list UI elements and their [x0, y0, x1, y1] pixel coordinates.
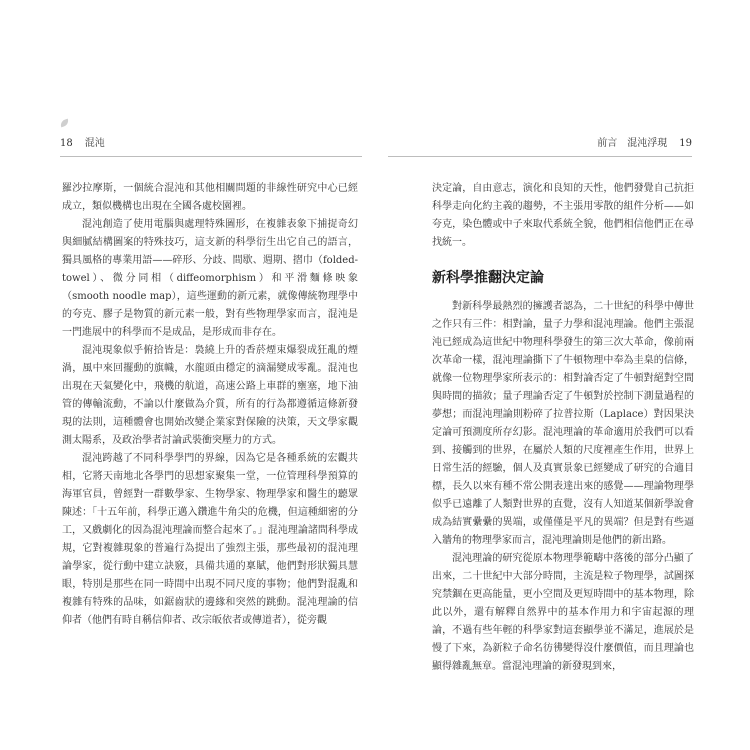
right-header-rule [388, 156, 692, 157]
leaf-ornament-icon [59, 119, 70, 128]
left-paragraph-1: 羅沙拉摩斯，一個統合混沌和其他相關問題的非線性研究中心已經成立，類似機構也出現在全國各處校園裡。 [62, 183, 358, 212]
right-paragraph-1: 對新科學最熱烈的擁護者認為，二十世紀的科學中傳世之作只有三件：相對論，量子力學和混沌理論。他們主張混沌已經成為這世紀中物理科學發生的第三次大革命，像前兩次革命一樣，混沌理論撕下了牛頓物理中奉為圭臬的信條，就像一位物理學家所表示的：相對論否定了牛頓對絕對空間與時間的描敘；量子理論否定了牛頓對於控制下測量過程的夢想；而混沌理論則粉碎了拉普拉斯（Laplace）對因果決定論可預測度所存幻影。混沌理論的革命適用於我們可以看到、接觸到的世界，在屬於人類的尺度裡產生作用，世界上日常生活的經驗，個人及真實景象已經變成了研究的合適目標，長久以來有種不常公開表達出來的感覺——理論物理學似乎已遠離了人類對世界的直覺，沒有人知道某個新學說會成為結實纍纍的異端，或僅僅是平凡的異端？但是對有些逼入牆角的物理學家而言，混沌理論則是他們的新出路。 [432, 301, 694, 546]
right-intro-paragraph: 決定論，自由意志，演化和良知的天性，他們發覺自己抗拒科學走向化約主義的趨勢，不主張用零散的組件分析——如夸克，染色體或中子來取代系統全貌，他們相信他們正在尋找統一。 [432, 183, 694, 248]
left-paragraph-4: 混沌跨越了不同科學學門的界線，因為它是各種系統的宏觀共相，它將天南地北各學門的思想家聚集一堂，一位管理科學預算的海軍官員，曾經對一群數學家、生物學家、物理學家和醫生的聽眾陳述：「十五年前，科學正邁入鑽進牛角尖的危機，但這種細密的分工，又戲劇化的因為混沌理論而整合起來了。」混沌理論諸問科學成規，它對複雜現象的普遍行為提出了強烈主張，那些最初的混沌理論學家，從行動中建立訣竅，具備共通的稟賦，他們對形狀獨具慧眼，特別是那些在同一時間中出現不同尺度的事物；他們對混亂和複雜有特殊的品味，如鋸齒狀的邊緣和突然的跳動。混沌理論的信仰者（他們有時自稱信仰者、改宗皈依者或傳道者），從旁觀 [62, 453, 358, 626]
right-page-body [432, 180, 694, 676]
left-running-head [60, 137, 105, 151]
left-header-rule [60, 156, 362, 157]
right-running-title: 前言 混沌浮現 [597, 138, 668, 149]
right-running-head [597, 137, 692, 151]
left-page-number: 18 [60, 138, 73, 149]
right-page-number: 19 [679, 138, 692, 149]
section-heading: 新科學推翻決定論 [432, 270, 544, 286]
right-paragraph-2: 混沌理論的研究從原本物理學範疇中落後的部分凸顯了出來，二十世紀中大部分時間，主流是粒子物理學，試圖探究禁錮在更高能量，更小空間及更短時間中的基本物理，除此以外，還有解釋自然界中的基本作用力和宇宙起源的理論，不過有些年輕的科學家對這套顯學並不滿足，進展於是慢了下來，為新粒子命名彷彿變得沒什麼價值，而且理論也顯得雜亂無章。當混沌理論的新發現到來， [432, 553, 694, 672]
left-paragraph-3: 混沌現象似乎俯拾皆是：裊繞上升的香菸煙束爆裂成狂亂的煙渦，風中來回擺動的旗幟，水龍頭由穩定的滴漏變成零亂。混沌也出現在天氣變化中，飛機的航道，高速公路上車群的壅塞，地下油管的傳輸流動，不論以什麼做為介質，所有的行為都遵循這條新發現的法則，這種體會也開始改變企業家對保險的決策，天文學家觀測太陽系，及政治學者討論武裝衝突壓力的方式。 [62, 345, 358, 446]
left-running-title: 混沌 [84, 138, 105, 149]
left-page-body [62, 180, 358, 630]
left-paragraph-2: 混沌創造了使用電腦與處理特殊圖形，在複雜表象下捕捉奇幻與細膩結構圖案的特殊技巧，這支新的科學衍生出它自己的語言，獨具風格的專業用語——碎形、分歧、間歇、週期、摺巾（folded-towel）、微分同相（diffeomorphism）和平滑麵條映象（smooth noodle map），這些運動的新元素，就像傳統物理學中的夸克、膠子是物質的新元素一般，對有些物理學家而言，混沌是一門進展中的科學而不是成品，是形成而非存在。 [62, 219, 358, 338]
